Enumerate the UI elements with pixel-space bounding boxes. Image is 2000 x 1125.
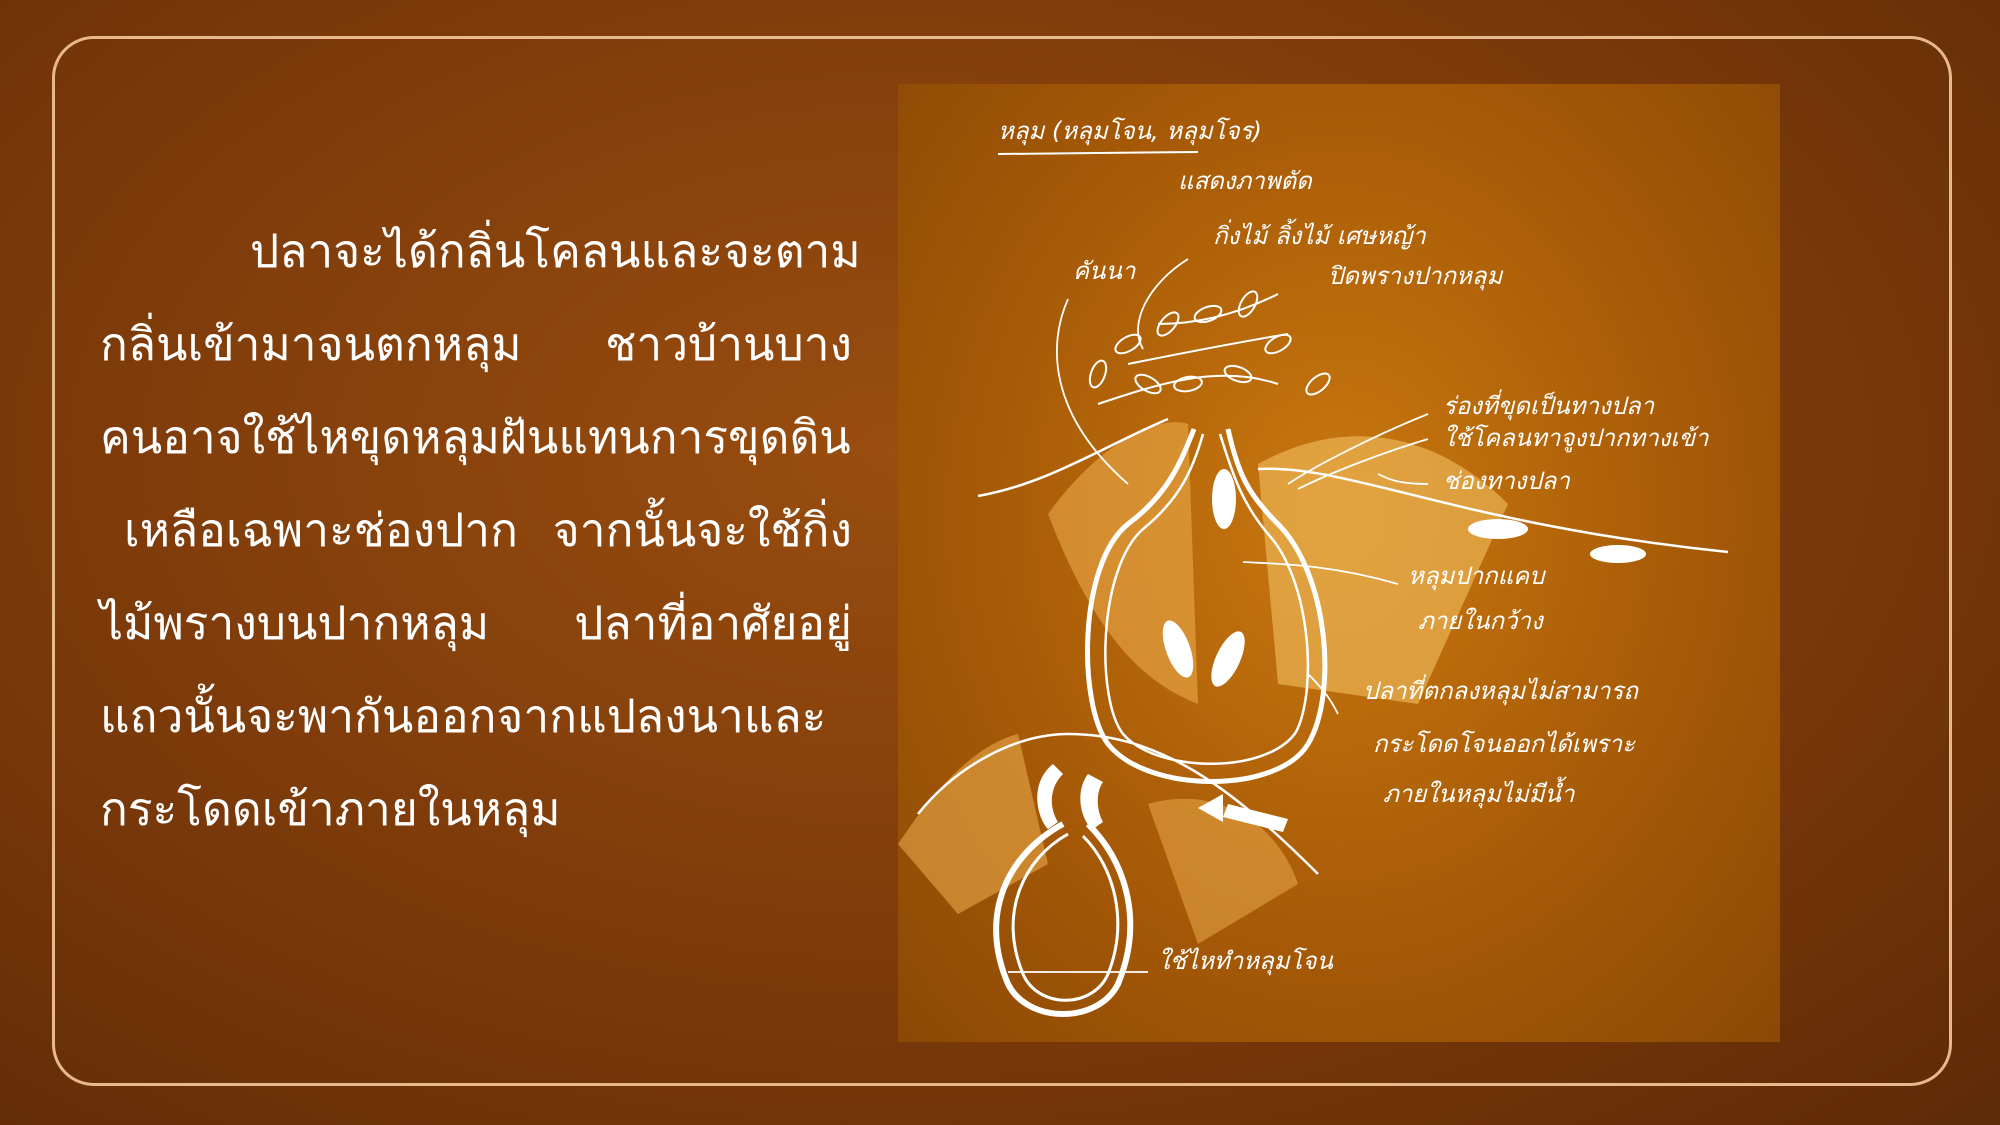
paragraph-line: ไม้พรางบนปากหลุม ปลาที่อาศัยอยู่ [100, 596, 852, 650]
label-branches: กิ่งไม้ ลิ้งไม้ เศษหญ้า [1213, 222, 1426, 250]
label-cover: ปิดพรางปากหลุม [1328, 262, 1503, 290]
label-mud: ใช้โคลนทาจูงปากทางเข้า [1443, 424, 1709, 452]
title-underline [998, 152, 1198, 154]
paragraph-line: กลิ่นเข้ามาจนตกหลุม ชาวบ้านบาง [100, 317, 852, 371]
paragraph-line: คนอาจใช้ไหขุดหลุมฝันแทนการขุดดิน [100, 410, 851, 464]
sketch-drawing [898, 84, 1780, 1042]
label-trapped-2: กระโดดโจนออกได้เพราะ [1373, 730, 1636, 758]
fish-trap-sketch [898, 84, 1780, 1042]
body-paragraph [100, 205, 861, 856]
label-channel: ร่องที่ขุดเป็นทางปลา [1443, 392, 1655, 420]
label-trapped-3: ภายในหลุมไม่มีน้ำ [1383, 780, 1575, 808]
label-fish-path: ช่องทางปลา [1443, 467, 1570, 495]
label-wide: ภายในกว้าง [1418, 607, 1543, 635]
label-trapped-1: ปลาที่ตกลงหลุมไม่สามารถ [1363, 677, 1638, 705]
paragraph-line: แถวนั้นจะพากันออกจากแปลงนาและ [100, 689, 827, 743]
label-narrow: หลุมปากแคบ [1408, 562, 1545, 590]
label-mound: คันนา [1073, 257, 1136, 285]
paragraph-line: เหลือเฉพาะช่องปาก จากนั้นจะใช้กิ่ง [124, 503, 852, 557]
label-jar: ใช้ไหทำหลุมโจน [1158, 947, 1333, 975]
paragraph-line: กระโดดเข้าภายในหลุม [100, 782, 561, 836]
paragraph-line: ปลาจะได้กลิ่นโคลนและจะตาม [250, 224, 861, 278]
label-cross-section: แสดงภาพตัด [1178, 167, 1312, 195]
branches-icon [1087, 288, 1334, 404]
sketch-title: หลุม (หลุมโจน, หลุมโจร) [998, 117, 1262, 145]
